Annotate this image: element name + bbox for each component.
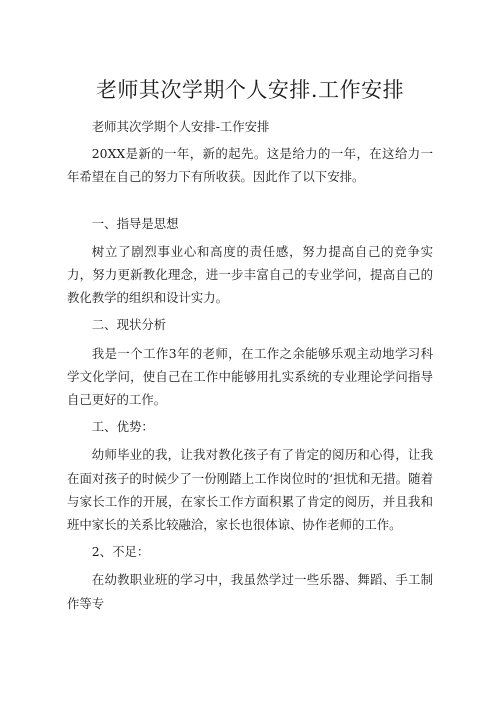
document-body — [67, 115, 433, 615]
section-heading-weaknesses: 2、不足： — [91, 544, 150, 560]
paragraph-status-analysis: 我是一个工作3年的老师，在工作之余能够乐观主动地学习科学文化学问，使自己在工作中能够用扎实系统的专业理论学问指导自己更好的工作。 — [67, 345, 433, 408]
paragraph-weaknesses: 在幼教职业班的学习中，我虽然学过一些乐器、舞蹈、手工制作等专 — [67, 572, 433, 611]
section-heading-guiding-thought: 一、指导是思想 — [91, 215, 179, 231]
document-title: 老师其次学期个人安排.工作安排 — [95, 78, 405, 102]
document-subtitle: 老师其次学期个人安排-工作安排 — [91, 119, 270, 134]
section-heading-strengths: 工、优势： — [91, 419, 154, 435]
section-heading-status-analysis: 二、现状分析 — [91, 317, 167, 333]
paragraph-strengths: 幼师毕业的我，让我对教化孩子有了肯定的阅历和心得，让我在面对孩子的时候少了一份刚踏上工作岗位时的‘担忧和无措。随着与家长工作的开展，在家长工作方面积累了肯定的阅历，并且我和班中家长的关系比较融洽，家长也很体谅、协作老师的工作。 — [67, 447, 433, 533]
paragraph-guiding-thought: 树立了剧烈事业心和高度的责任感，努力提高自己的竞争实力，努力更新教化理念，进一步丰富自己的专业学问，提高自己的教化教学的组织和设计实力。 — [67, 243, 433, 306]
paragraph-intro: 20XX是新的一年，新的起先。这是给力的一年，在这给力一年希望在自己的努力下有所收获。因此作了以下安排。 — [67, 146, 433, 185]
blank-line — [67, 189, 433, 212]
